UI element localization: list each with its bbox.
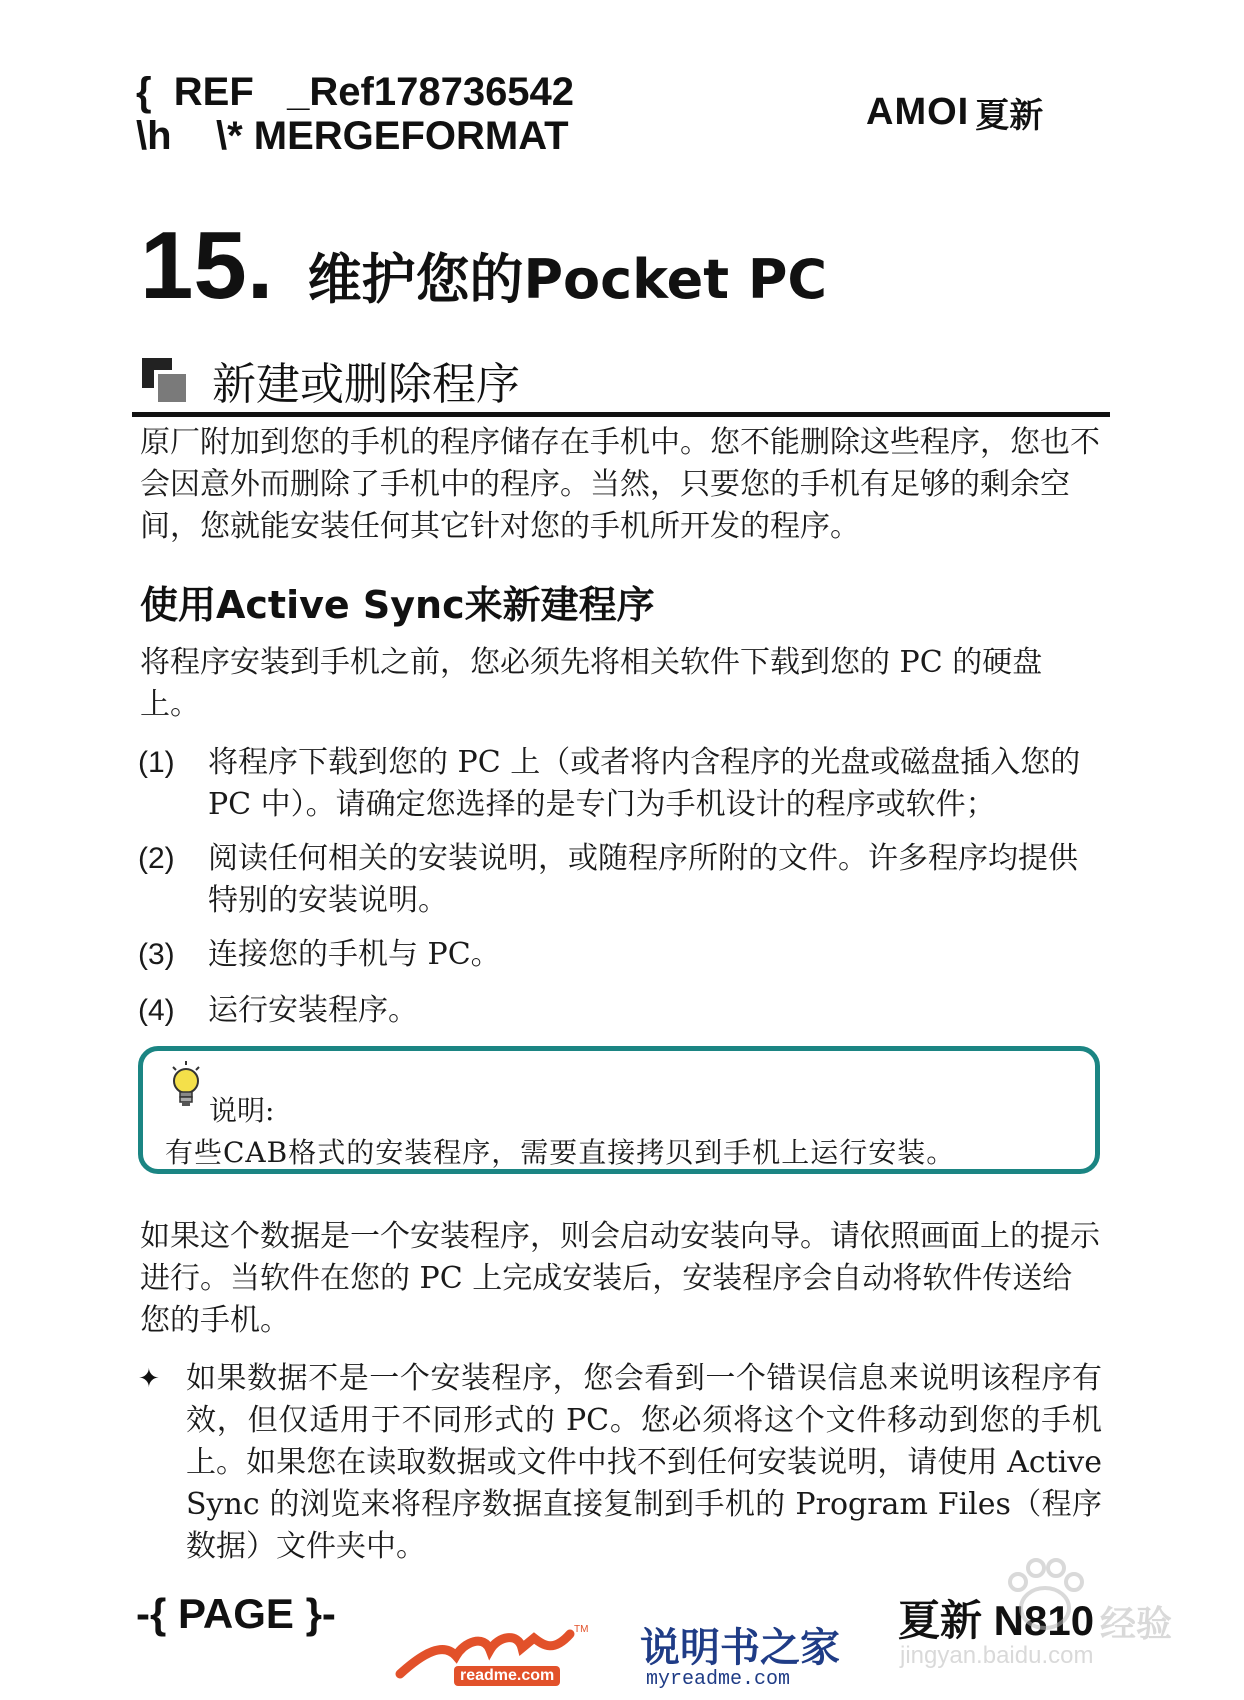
section-divider — [132, 412, 1110, 417]
note-label: 说明: — [209, 1094, 275, 1127]
step-text: 将程序下载到您的 PC 上（或者将内含程序的光盘或磁盘插入您的 PC 中）。请确定您选择的是专门为手机设计的程序或软件； — [208, 745, 1081, 822]
svg-text:TM: TM — [574, 1624, 589, 1635]
chapter-title: 维护您的Pocket PC — [307, 248, 828, 311]
section-heading — [142, 348, 520, 412]
ref-field-line-2: \h \* MERGEFORMAT — [136, 114, 569, 150]
step-text: 运行安装程序。 — [208, 993, 418, 1028]
step-item — [138, 742, 1102, 826]
step-item — [138, 934, 1102, 976]
step-number: (2) — [138, 842, 175, 875]
note-box — [138, 1046, 1100, 1174]
bullet-paragraph: 如果数据不是一个安装程序，您会看到一个错误信息来说明该程序有效，但仅适用于不同形式的 PC。您必须将这个文件移动到您的手机上。如果您在读取数据或文件中找不到任何安装说明，请使用 Active Sync 的浏览来将程序数据直接复制到手机的 Program Files（程序数据）文件夹中。 — [186, 1361, 1102, 1564]
subsection-title: 使用Active Sync来新建程序 — [140, 583, 655, 627]
chapter-number: 15. — [140, 212, 274, 319]
brand-latin: AMOI — [866, 91, 970, 133]
baidu-watermark — [900, 1556, 1190, 1686]
brand-chinese: 夏新 — [975, 96, 1044, 136]
watermark-url: jingyan.baidu.com — [900, 1642, 1094, 1669]
four-point-star-icon: ✦ — [138, 1364, 160, 1394]
chapter-heading — [140, 212, 828, 319]
step-item — [138, 838, 1102, 922]
section-title: 新建或删除程序 — [212, 359, 520, 410]
step-number: (1) — [138, 746, 175, 779]
ref-field-code — [136, 70, 606, 150]
model-name: 夏新 N810 — [898, 1597, 1095, 1644]
step-number: (3) — [138, 938, 175, 971]
lightbulb-icon — [169, 1061, 203, 1109]
watermark-chinese: 经验 — [1100, 1604, 1173, 1645]
paw-icon — [1000, 1556, 1090, 1636]
section-square-icon — [142, 358, 186, 402]
note-text: 有些CAB格式的安装程序，需要直接拷贝到手机上运行安装。 — [165, 1136, 956, 1169]
ref-field-line-1: { REF _Ref178736542 — [136, 70, 575, 114]
step-text: 连接您的手机与 PC。 — [208, 937, 501, 972]
page-field-code: -{ PAGE }- — [136, 1590, 336, 1637]
logo-url-text: myreadme.com — [646, 1668, 791, 1691]
subsection-lead: 将程序安装到手机之前，您必须先将相关软件下载到您的 PC 的硬盘上。 — [140, 645, 1043, 722]
logo-readme-text: readme.com — [454, 1666, 560, 1686]
step-text: 阅读任何相关的安装说明，或随程序所附的文件。许多程序均提供特别的安装说明。 — [208, 841, 1078, 918]
step-number: (4) — [138, 994, 175, 1027]
after-note-paragraph: 如果这个数据是一个安装程序，则会启动安装向导。请依照画面上的提示进行。当软件在您的 PC 上完成安装后，安装程序会自动将软件传送给您的手机。 — [140, 1219, 1100, 1338]
amoi-brand-logo — [866, 88, 1043, 137]
step-item — [138, 990, 1102, 1032]
intro-paragraph: 原厂附加到您的手机的程序储存在手机中。您不能删除这些程序，您也不会因意外而删除了手机中的程序。当然，只要您的手机有足够的剩余空间，您就能安装任何其它针对您的手机所开发的程序。 — [140, 425, 1100, 544]
logo-chinese-text: 说明书之家 — [640, 1625, 840, 1671]
